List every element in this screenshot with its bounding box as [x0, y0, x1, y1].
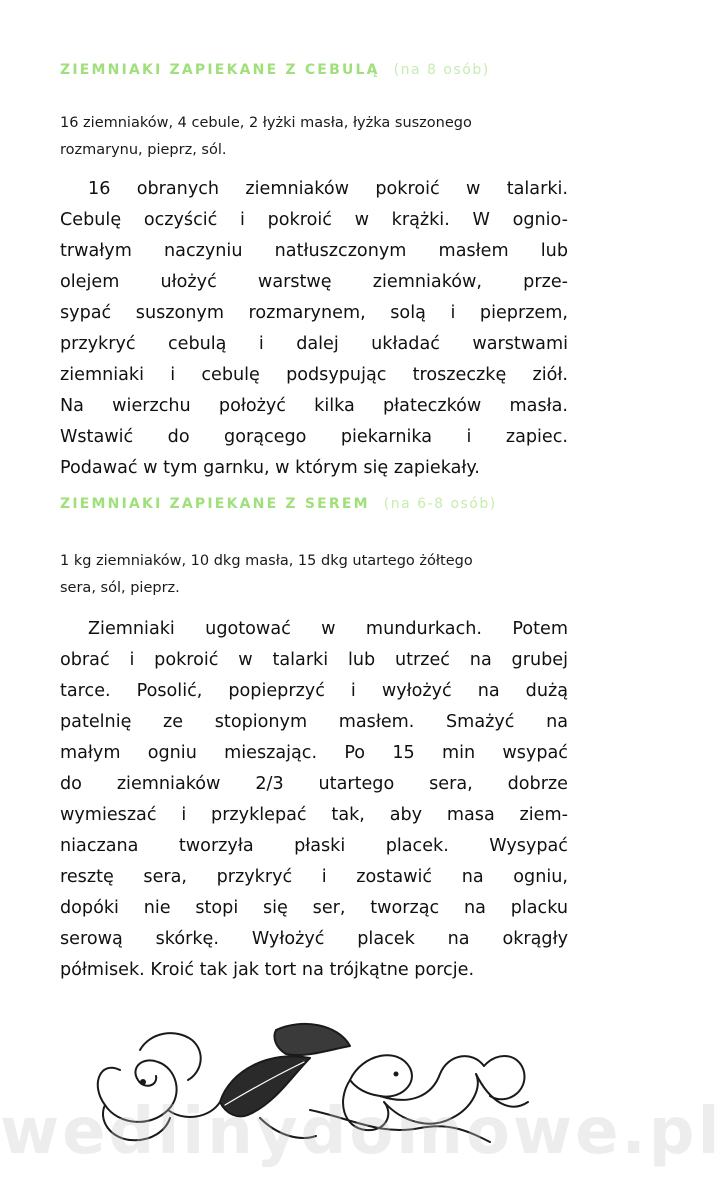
ingredients-line: 1 kg ziemniaków, 10 dkg masła, 15 dkg utartego żółtego [60, 553, 473, 569]
recipe-1-title [60, 62, 490, 78]
ingredients-line: sera, sól, pieprz. [60, 580, 180, 596]
instruction-line: półmisek. Kroić tak jak tort na trójkątne porcje. [60, 960, 475, 980]
recipe-1-instructions [60, 174, 568, 484]
watermark: wedlinydomowe.pl [0, 1095, 723, 1169]
recipe-1-ingredients [60, 110, 572, 164]
instruction-line: serową skórkę. Wyłożyć placek na okrągły [60, 929, 568, 949]
recipe-1-title-text: ZIEMNIAKI ZAPIEKANE Z CEBULĄ [60, 62, 380, 78]
instruction-line: resztę sera, przykryć i zostawić na ogniu, [60, 867, 568, 887]
instruction-line: 16 obranych ziemniaków pokroić w talarki. [88, 179, 568, 199]
instruction-line: Ziemniaki ugotować w mundurkach. Potem [88, 619, 568, 639]
recipe-2-servings: (na 6-8 osób) [383, 496, 497, 512]
instruction-line: olejem ułożyć warstwę ziemniaków, prze- [60, 272, 568, 292]
instruction-line: patelnię ze stopionym masłem. Smażyć na [60, 712, 568, 732]
ingredients-line: rozmarynu, pieprz, sól. [60, 142, 227, 158]
instruction-line: do ziemniaków 2/3 utartego sera, dobrze [60, 774, 568, 794]
instruction-line: wymieszać i przyklepać tak, aby masa ziem- [60, 805, 568, 825]
instruction-line: małym ogniu mieszając. Po 15 min wsypać [60, 743, 568, 763]
recipe-2-title-text: ZIEMNIAKI ZAPIEKANE Z SEREM [60, 496, 370, 512]
instruction-line: trwałym naczyniu natłuszczonym masłem lub [60, 241, 568, 261]
recipe-2-title [60, 496, 497, 512]
instruction-line: tarce. Posolić, popieprzyć i wyłożyć na dużą [60, 681, 568, 701]
instruction-line: przykryć cebulą i dalej układać warstwami [60, 334, 568, 354]
recipe-2-ingredients [60, 548, 572, 602]
floral-ribbon-ornament-icon [80, 1010, 540, 1160]
instruction-line: sypać suszonym rozmarynem, solą i pieprzem, [60, 303, 568, 323]
instruction-line: obrać i pokroić w talarki lub utrzeć na grubej [60, 650, 568, 670]
ingredients-line: 16 ziemniaków, 4 cebule, 2 łyżki masła, łyżka suszonego [60, 115, 472, 131]
instruction-line: dopóki nie stopi się ser, tworząc na placku [60, 898, 568, 918]
instruction-line: ziemniaki i cebulę podsypując troszeczkę ziół. [60, 365, 568, 385]
instruction-line: Na wierzchu położyć kilka płateczków masła. [60, 396, 568, 416]
instruction-line: Wstawić do gorącego piekarnika i zapiec. [60, 427, 568, 447]
instruction-line: Cebulę oczyścić i pokroić w krążki. W ognio- [60, 210, 568, 230]
instruction-line: niaczana tworzyła płaski placek. Wysypać [60, 836, 568, 856]
recipe-2-instructions [60, 614, 568, 986]
instruction-line: Podawać w tym garnku, w którym się zapiekały. [60, 458, 480, 478]
recipe-1-servings: (na 8 osób) [393, 62, 490, 78]
